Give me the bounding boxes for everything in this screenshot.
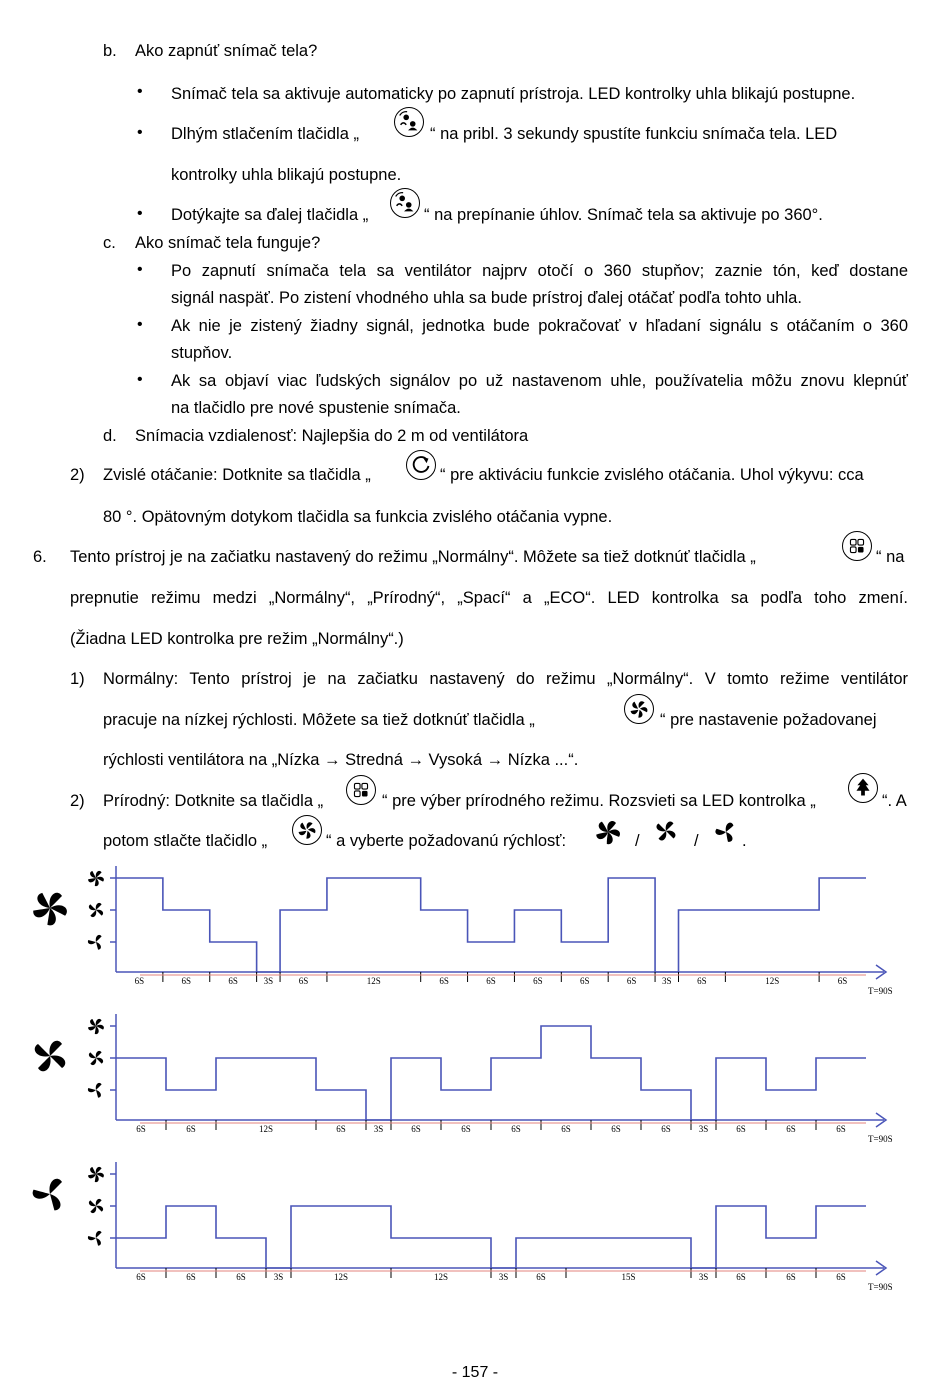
segment-duration-label: 6S <box>786 1272 796 1282</box>
normal-line1: Normálny: Tento prístroj je na začiatku nastavený do režimu „Normálny“. V tomto režime ventilátor <box>103 670 908 688</box>
item-6-line3: (Žiadna LED kontrolka pre režim „Normálny“.) <box>70 630 404 648</box>
segment-duration-label: 6S <box>439 976 449 986</box>
fan-low-icon <box>31 1179 64 1212</box>
fan-high-icon <box>87 870 104 887</box>
segment-duration-label: 6S <box>461 1124 471 1134</box>
bullet: • <box>137 371 143 388</box>
natural-line2-end: . <box>742 832 747 850</box>
segment-duration-label: 3S <box>698 1124 709 1134</box>
vertical-rotate-icon <box>406 450 436 480</box>
bullet: • <box>137 83 143 100</box>
fan-low-icon <box>711 818 741 846</box>
fan-medium-icon <box>89 1199 103 1213</box>
segment-duration-label: 6S <box>181 976 192 986</box>
natural-mode-tree-icon <box>848 773 878 803</box>
mode-icon <box>842 531 872 561</box>
item-c-heading: Ako snímač tela funguje? <box>135 234 321 252</box>
segment-duration-label: 6S <box>579 976 590 986</box>
segment-duration-label: 6S <box>236 1272 246 1282</box>
b-bullet-2-line2: kontrolky uhla blikajú postupne. <box>171 166 402 184</box>
segment-duration-label: 15S <box>621 1272 636 1282</box>
fan-high-icon <box>87 1166 104 1183</box>
segment-duration-label: 6S <box>736 1272 746 1282</box>
segment-duration-label: 6S <box>611 1124 621 1134</box>
natural-line2-pre: potom stlačte tlačidlo „ <box>103 832 268 850</box>
bullet: • <box>137 261 143 278</box>
segment-duration-label: 6S <box>136 1272 146 1282</box>
item-b-marker: b. <box>103 42 117 60</box>
segment-duration-label: 3S <box>373 1124 384 1134</box>
b-bullet-3-post: “ na prepínanie úhlov. Snímač tela sa aktivuje po 360°. <box>424 206 823 224</box>
segment-duration-label: 3S <box>698 1272 709 1282</box>
segment-duration-label: 6S <box>836 1272 846 1282</box>
item-d-marker: d. <box>103 427 117 445</box>
natural-marker: 2) <box>70 792 85 810</box>
normal-marker: 1) <box>70 670 85 688</box>
c-bullet-1-line1: Po zapnutí snímača tela sa ventilátor najprv otočí o 360 stupňov; zaznie tón, keď dostane <box>171 262 908 280</box>
fan-icon <box>624 694 654 724</box>
body-sensor-icon <box>394 107 424 137</box>
bullet: • <box>137 124 143 141</box>
segment-duration-label: 12S <box>366 976 381 986</box>
c-bullet-3-line2: na tlačidlo pre nové spustenie snímača. <box>171 399 461 417</box>
body-sensor-icon <box>390 188 420 218</box>
bullet: • <box>137 316 143 333</box>
segment-duration-label: 6S <box>836 1124 846 1134</box>
segment-duration-label: 12S <box>765 976 780 986</box>
segment-duration-label: 6S <box>511 1124 521 1134</box>
b-bullet-3-pre: Dotýkajte sa ďalej tlačidla „ <box>171 206 369 224</box>
speed-chart-low <box>30 1158 910 1293</box>
item-2-line2: 80 °. Opätovným dotykom tlačidla sa funkcia zvislého otáčania vypne. <box>103 508 613 526</box>
item-d-text: Snímacia vzdialenosť: Najlepšia do 2 m od ventilátora <box>135 427 529 445</box>
segment-duration-label: 6S <box>136 1124 146 1134</box>
b-bullet-1: Snímač tela sa aktivuje automaticky po zapnutí prístroja. LED kontrolky uhla blikajú postupne. <box>171 85 856 103</box>
fan-high-icon <box>593 817 623 847</box>
segment-duration-label: 6S <box>697 976 707 986</box>
c-bullet-1-line2: signál naspäť. Po zistení vhodného uhla sa bude prístroj ďalej otáčať podľa tohto uhla. <box>171 289 802 307</box>
segment-duration-label: 6S <box>336 1124 346 1134</box>
page-number: - 157 - <box>451 1364 499 1381</box>
c-bullet-2-line1: Ak nie je zistený žiadny signál, jednotka bude pokračovať v hľadaní signálu s otáčaním o 360 <box>171 317 908 335</box>
segment-duration-label: 3S <box>662 976 672 986</box>
fan-high-icon <box>87 1018 104 1035</box>
segment-duration-label: 6S <box>298 976 309 986</box>
segment-duration-label: 3S <box>273 1272 284 1282</box>
segment-duration-label: 6S <box>228 976 238 986</box>
item-2-post: “ pre aktiváciu funkcie zvislého otáčania. Uhol výkyvu: cca <box>440 466 864 484</box>
fan-low-icon <box>87 1231 102 1247</box>
speed-chart-high <box>30 862 910 997</box>
segment-duration-label: 6S <box>561 1124 571 1134</box>
segment-duration-label: 3S <box>498 1272 509 1282</box>
segment-duration-label: 6S <box>533 976 543 986</box>
fan-icon <box>292 815 322 845</box>
item-2-pre: Zvislé otáčanie: Dotknite sa tlačidla „ <box>103 466 371 484</box>
item-b-heading: Ako zapnúť snímač tela? <box>135 42 318 60</box>
segment-duration-label: 6S <box>786 1124 796 1134</box>
segment-duration-label: 6S <box>186 1272 196 1282</box>
total-duration-label: T=90S <box>868 1282 893 1292</box>
segment-duration-label: 6S <box>536 1272 546 1282</box>
speed-chart-medium <box>30 1010 910 1145</box>
segment-duration-label: 6S <box>626 976 637 986</box>
speed-step-line <box>116 878 866 972</box>
fan-medium-icon <box>35 1041 66 1072</box>
b-bullet-2-pre: Dlhým stlačením tlačidla „ <box>171 125 359 143</box>
fan-low-icon <box>87 935 102 951</box>
normal-line2-pre: pracuje na nízkej rýchlosti. Môžete sa tiež dotknúť tlačidla „ <box>103 711 535 729</box>
natural-line1-post: “. A <box>882 792 907 810</box>
total-duration-label: T=90S <box>868 1134 893 1144</box>
segment-duration-label: 6S <box>661 1124 671 1134</box>
c-bullet-3-line1: Ak sa objaví viac ľudských signálov po už nastavenom uhle, používatelia môžu znovu klepnúť <box>171 372 908 390</box>
segment-duration-label: 6S <box>411 1124 421 1134</box>
natural-line1-pre: Prírodný: Dotknite sa tlačidla „ <box>103 792 324 810</box>
segment-duration-label: 3S <box>263 976 274 986</box>
item-6-line1-pre: Tento prístroj je na začiatku nastavený do režimu „Normálny“. Môžete sa tiež dotknúť tlačidla „ <box>70 548 756 566</box>
bullet: • <box>137 205 143 222</box>
segment-duration-label: 6S <box>134 976 145 986</box>
normal-line2-post: “ pre nastavenie požadovanej <box>660 711 877 729</box>
speed-step-line <box>116 1206 866 1268</box>
item-c-marker: c. <box>103 234 116 252</box>
segment-duration-label: 12S <box>333 1272 349 1282</box>
segment-duration-label: 12S <box>433 1272 449 1282</box>
normal-line3: rýchlosti ventilátora na „Nízka → Stredná → Vysoká → Nízka ...“. <box>103 751 579 769</box>
segment-duration-label: 6S <box>486 976 496 986</box>
slash-1: / <box>635 832 640 850</box>
item-6-line1-post: “ na <box>876 548 905 566</box>
natural-line2-mid: “ a vyberte požadovanú rýchlosť: <box>326 832 567 850</box>
segment-duration-label: 6S <box>837 976 848 986</box>
fan-low-icon <box>87 1083 102 1099</box>
c-bullet-2-line2: stupňov. <box>171 344 233 362</box>
mode-icon <box>346 775 376 805</box>
item-2-marker: 2) <box>70 466 85 484</box>
fan-high-icon <box>31 892 68 928</box>
fan-medium-icon <box>89 1051 103 1065</box>
b-bullet-2-post: “ na pribl. 3 sekundy spustíte funkciu snímača tela. LED <box>430 125 838 143</box>
slash-2: / <box>694 832 699 850</box>
speed-step-line <box>116 1026 866 1120</box>
fan-medium-icon <box>89 903 103 917</box>
item-6-line2: prepnutie režimu medzi „Normálny“, „Prírodný“, „Spací“ a „ECO“. LED kontrolka sa podľa toho zmení. <box>70 589 908 607</box>
segment-duration-label: 6S <box>736 1124 746 1134</box>
total-duration-label: T=90S <box>868 986 893 996</box>
item-6-marker: 6. <box>33 548 47 566</box>
natural-line1-mid: “ pre výber prírodného režimu. Rozsvieti sa LED kontrolka „ <box>382 792 816 810</box>
segment-duration-label: 12S <box>258 1124 274 1134</box>
fan-medium-icon <box>652 817 680 845</box>
segment-duration-label: 6S <box>186 1124 196 1134</box>
